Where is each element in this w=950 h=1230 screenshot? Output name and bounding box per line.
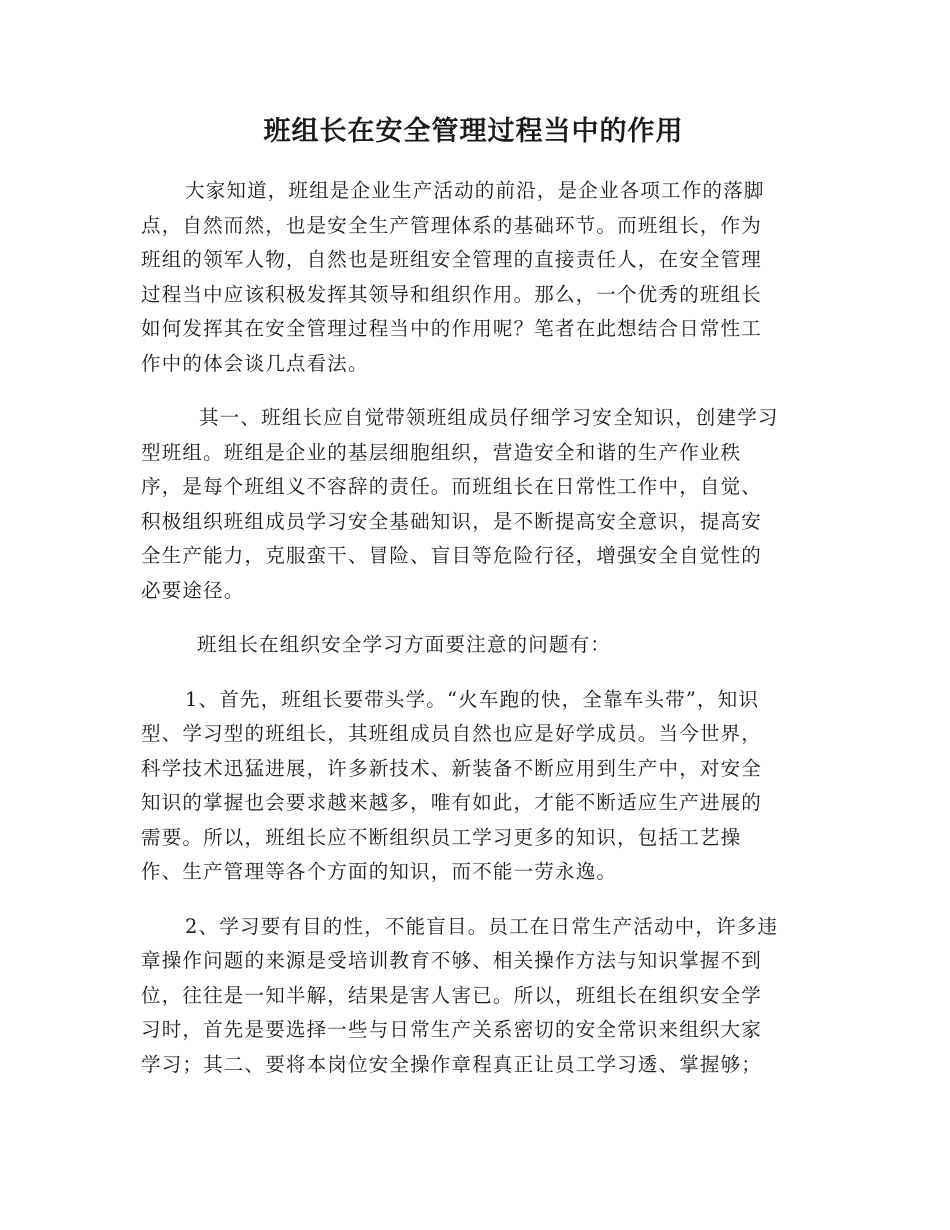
text-line: 学习；其二、要将本岗位安全操作章程真正让员工学习透、掌握够； xyxy=(141,1052,763,1076)
text-line: 全生产能力，克服蛮干、冒险、盲目等危险行径，增强安全自觉性的 xyxy=(141,544,763,567)
text-line: 作中的体会谈几点看法。 xyxy=(141,351,369,375)
text-line: 2、学习要有目的性，不能盲目。员工在日常生产活动中，许多违 xyxy=(185,914,779,938)
text-line: 科学技术迅猛进展，许多新技术、新装备不断应用到生产中，对安全 xyxy=(141,756,763,780)
paragraph-item-2 xyxy=(141,910,806,1083)
document-page xyxy=(141,112,806,1082)
paragraph-item-1 xyxy=(141,683,806,890)
text-line: 必要途径。 xyxy=(141,578,245,602)
text-line: 大家知道，班组是企业生产活动的前沿，是企业各项工作的落脚 xyxy=(185,179,765,202)
text-line: 1、首先，班组长要带头学。“火车跑的快，全靠车头带”，知识 xyxy=(185,687,760,711)
text-line: 需要。所以，班组长应不断组织员工学习更多的知识，包括工艺操 xyxy=(141,825,742,849)
paragraph-intro xyxy=(141,174,806,381)
text-line: 习时，首先是要选择一些与日常生产关系密切的安全常识来组织大家 xyxy=(141,1018,763,1041)
text-line: 过程当中应该积极发挥其领导和组织作用。那么，一个优秀的班组长 xyxy=(141,282,763,306)
text-line: 班组长在组织安全学习方面要注意的问题有： xyxy=(197,633,612,656)
page-title: 班组长在安全管理过程当中的作用 xyxy=(263,116,684,147)
text-line: 其一、班组长应自觉带领班组成员仔细学习安全知识，创建学习 xyxy=(199,406,779,429)
paragraph-point-one xyxy=(141,401,806,608)
paragraph-issues-heading xyxy=(141,628,806,663)
text-line: 知识的掌握也会要求越来越多，唯有如此，才能不断适应生产进展的 xyxy=(141,791,763,814)
text-line: 班组的领军人物，自然也是班组安全管理的直接责任人，在安全管理 xyxy=(141,248,763,271)
text-line: 点，自然而然，也是安全生产管理体系的基础环节。而班组长，作为 xyxy=(141,213,763,237)
text-line: 积极组织班组成员学习安全基础知识，是不断提高安全意识，提高安 xyxy=(141,509,763,533)
text-line: 位，往往是一知半解，结果是害人害已。所以，班组长在组织安全学 xyxy=(141,983,763,1007)
text-line: 型班组。班组是企业的基层细胞组织，营造安全和谐的生产作业秩 xyxy=(141,440,742,464)
text-line: 作、生产管理等各个方面的知识，而不能一劳永逸。 xyxy=(141,860,618,883)
text-line: 序，是每个班组义不容辞的责任。而班组长在日常性工作中，自觉、 xyxy=(141,475,763,498)
text-line: 章操作问题的来源是受培训教育不够、相关操作方法与知识掌握不到 xyxy=(141,949,763,972)
text-line: 如何发挥其在安全管理过程当中的作用呢？笔者在此想结合日常性工 xyxy=(141,317,763,340)
text-line: 型、学习型的班组长，其班组成员自然也应是好学成员。当今世界， xyxy=(141,722,763,745)
